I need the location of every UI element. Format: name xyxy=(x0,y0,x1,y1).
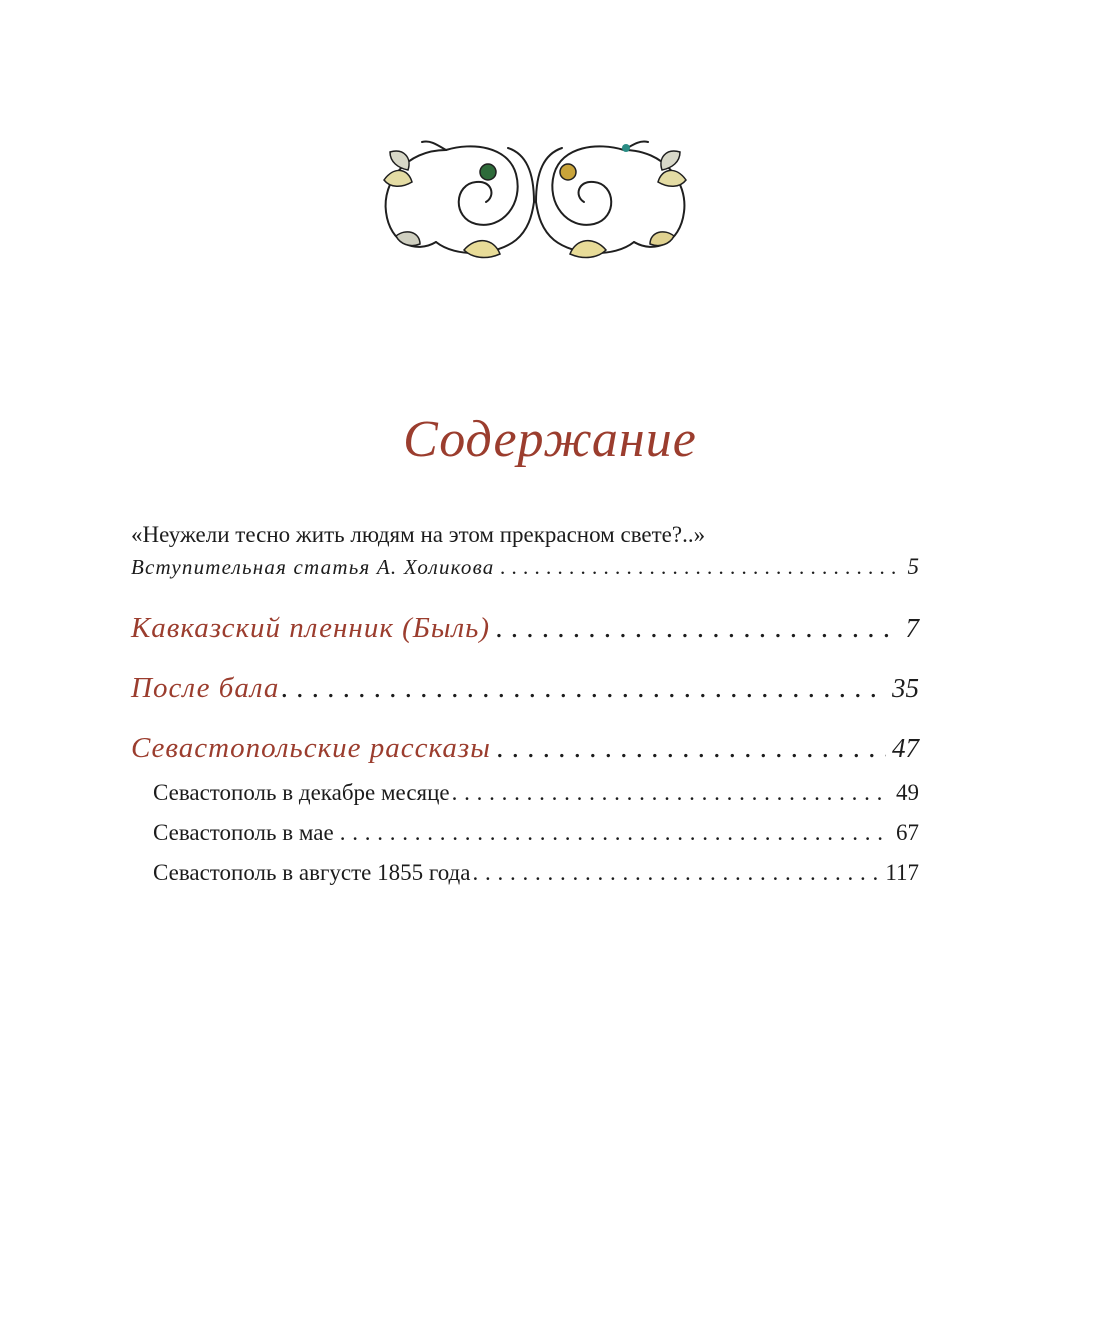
toc-entry-page: 35 xyxy=(892,673,919,703)
toc-subentry-page: 117 xyxy=(885,860,919,885)
intro-quote: «Неужели тесно жить людям на этом прекрасном свете?..» xyxy=(131,522,706,547)
toc-subentry-title: Севастополь в августе 1855 года xyxy=(153,860,471,885)
toc-subentry-page: 49 xyxy=(896,780,919,805)
toc-entry-title: Вступительная статья А. Холикова xyxy=(131,555,495,579)
dot-leader xyxy=(497,732,886,765)
toc-entry-page: 47 xyxy=(892,733,919,763)
toc-entry-page: 7 xyxy=(905,613,919,643)
dot-leader xyxy=(281,672,886,705)
dot-leader xyxy=(472,860,879,886)
dot-leader xyxy=(340,820,890,846)
toc-entry-title: Кавказский пленник (Быль) xyxy=(131,612,491,644)
toc-subentry[interactable] xyxy=(153,780,919,820)
floral-ornament-icon xyxy=(376,132,694,270)
dot-leader xyxy=(496,612,899,645)
dot-leader xyxy=(500,555,901,580)
toc-subentry[interactable] xyxy=(153,820,919,860)
toc-entry-major[interactable] xyxy=(131,612,919,652)
table-of-contents xyxy=(131,520,919,900)
toc-entry-title: Севастопольские рассказы xyxy=(131,732,491,764)
toc-subentry-title: Севастополь в декабре месяце xyxy=(153,780,450,805)
toc-entry-major[interactable] xyxy=(131,672,919,712)
toc-subentry-title: Севастополь в мае xyxy=(153,820,334,845)
toc-entry-intro[interactable] xyxy=(131,554,919,590)
toc-entry-title: После бала xyxy=(131,672,280,704)
toc-subentry[interactable] xyxy=(153,860,919,900)
page-title: Содержание xyxy=(403,411,697,468)
toc-entry-major[interactable] xyxy=(131,732,919,772)
toc-subentry-page: 67 xyxy=(896,820,919,845)
dot-leader xyxy=(452,780,890,806)
toc-entry-page: 5 xyxy=(907,554,919,579)
